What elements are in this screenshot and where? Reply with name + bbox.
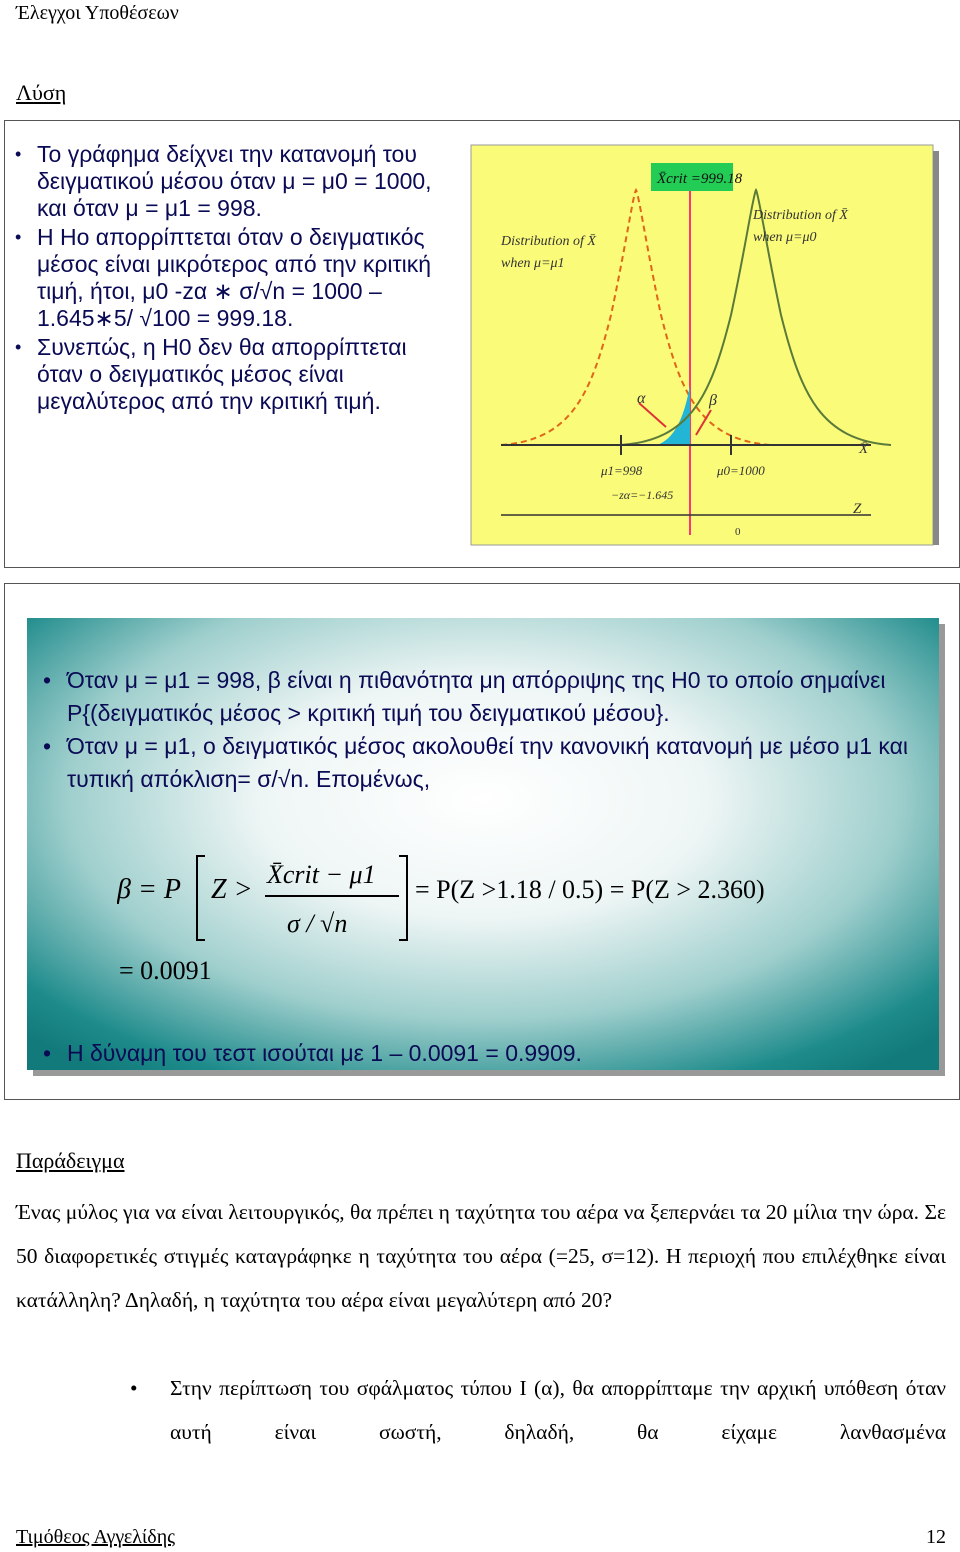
page-number: 12 [926, 1526, 946, 1548]
page-header-title: Έλεγχοι Υποθέσεων [16, 2, 179, 24]
formula-lhs: β = P [117, 874, 181, 905]
slide2-text [39, 664, 939, 796]
slide1-bullet: • Το γράφημα δείχνει την κατανομή του δειγματικού μέσου όταν μ = μ0 = 1000, και όταν μ = μ1 = 998. [15, 141, 455, 222]
beta-formula [117, 848, 837, 948]
beta-label: β [709, 392, 717, 409]
formula-denominator: σ / √n [287, 909, 348, 938]
slide2-panel [27, 618, 939, 1070]
slide-beta-calculation [4, 583, 960, 1100]
distribution-figure [461, 135, 946, 551]
slide2-bullet: • Όταν μ = μ1 = 998, β είναι η πιθανότητα μη απόρριψης της H0 το οποίο σημαίνει P{(δειγματικός μέσος > κριτική τιμή του δειγματικού μέσου}. [39, 664, 939, 730]
mu0-tick-label: μ0=1000 [717, 463, 765, 478]
crit-label: X̄crit =999.18 [657, 171, 743, 187]
slide-hypothesis-graph [4, 120, 960, 568]
example-paragraph: Ένας μύλος για να είναι λειτουργικός, θα πρέπει η ταχύτητα του αέρα να ξεπερνάει τα 20 μίλια την ώρα. Σε 50 διαφορετικές στιγμές καταγράφηκε η ταχύτητα του αέρα (=25, σ=12). Η περιοχή που επιλέχθηκε είναι κατάλληλη? Δηλαδή, η ταχύτητα του αέρα είναι μεγαλύτερη από 20? [16, 1200, 946, 1312]
slide1-text [15, 141, 455, 417]
example-bullet-text: Στην περίπτωση του σφάλματος τύπου Ι (α), θα απορρίπταμε την αρχική υπόθεση όταν αυτή είναι σωστή, δηλαδή, θα είχαμε λανθασμένα [170, 1376, 946, 1444]
alpha-label: α [637, 390, 646, 407]
left-dist-label: Distribution of X̄ [501, 234, 596, 249]
slide1-bullet: • Συνεπώς, η Η0 δεν θα απορρίπτεται όταν ο δειγματικός μέσος είναι μεγαλύτερος από την κριτική τιμή. [15, 334, 455, 415]
mu1-tick-label: μ1=998 [601, 463, 643, 478]
power-bullet: • Η δύναμη του τεστ ισούται με 1 – 0.0091 = 0.9909. [39, 1040, 582, 1067]
solution-heading: Λύση [16, 80, 67, 105]
right-dist-label: Distribution of X̄ [753, 208, 848, 223]
zero-label: 0 [735, 526, 741, 538]
example-heading: Παράδειγμα [16, 1148, 125, 1173]
slide1-bullet: • Η Ηο απορρίπτεται όταν ο δειγματικός μέσος είναι μικρότερος από την κριτική τιμή, ήτοι, μ0 -zα ∗ σ/√n = 1000 – 1.645∗5/ √100 = 999.18. [15, 224, 455, 332]
z-tick-label: −zα=−1.645 [611, 488, 674, 502]
left-dist-when: when μ=μ1 [501, 256, 565, 271]
formula-numerator: X̄crit − μ1 [267, 860, 376, 889]
formula-z: Z > [211, 874, 253, 905]
formula-rhs: = P(Z >1.18 / 0.5) = P(Z > 2.360) [415, 875, 765, 904]
bullet-dot: • [130, 1376, 138, 1400]
right-dist-when: when μ=μ0 [753, 230, 817, 245]
x-axis-label: X̄ [859, 441, 869, 457]
footer-author: Τιμόθεος Αγγελίδης [16, 1526, 176, 1548]
z-axis-label: Z [853, 501, 862, 517]
slide2-bullet: • Όταν μ = μ1, ο δειγματικός μέσος ακολουθεί την κανονική κατανομή με μέσο μ1 και τυπική απόκλιση= σ/√n. Επομένως, [39, 730, 939, 796]
beta-result: = 0.0091 [119, 956, 212, 985]
